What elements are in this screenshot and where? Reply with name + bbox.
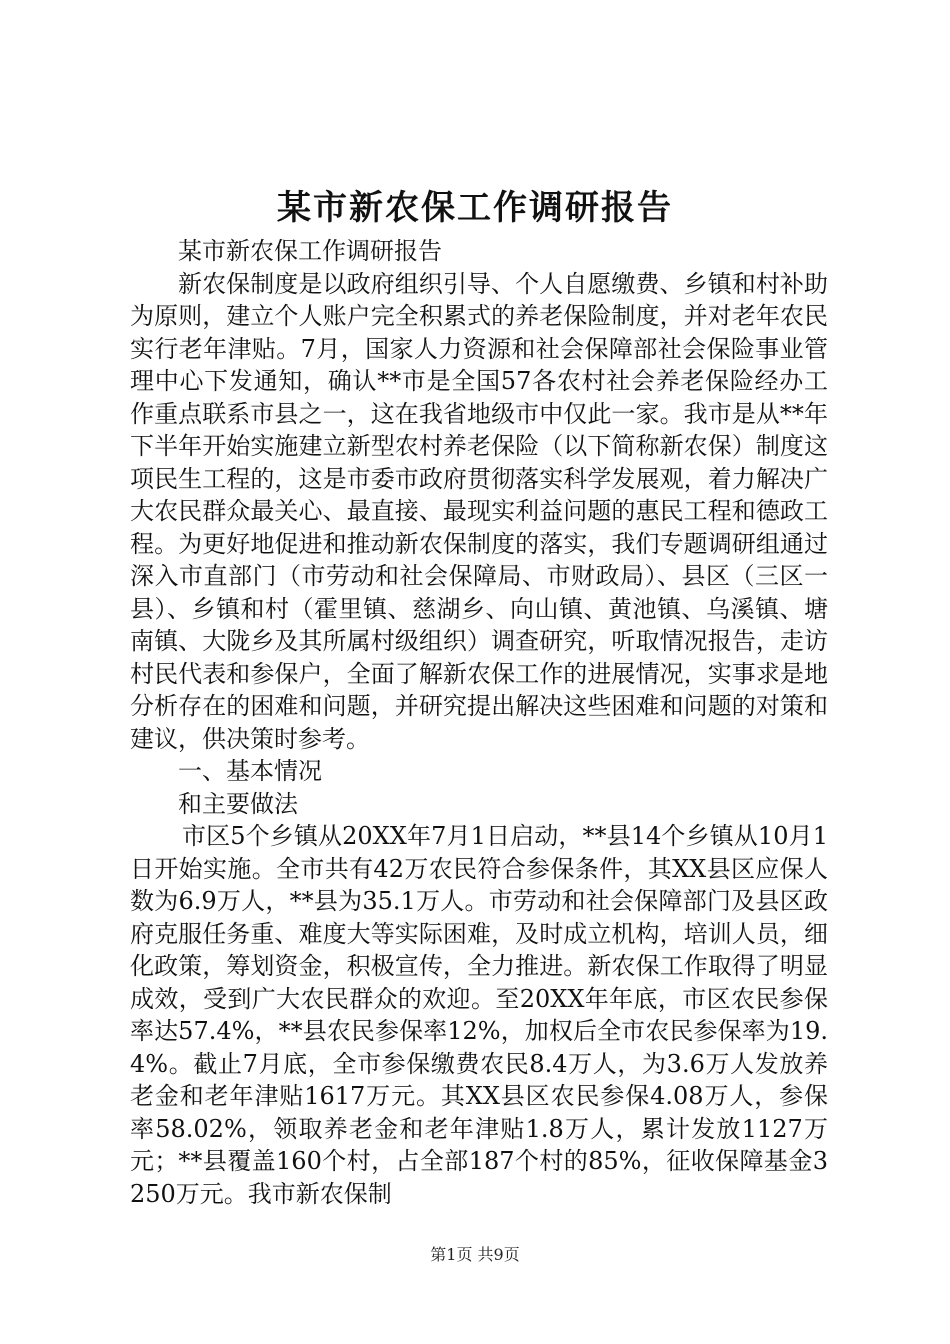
section-heading-continued: 和主要做法: [178, 789, 298, 818]
intro-paragraph: 新农保制度是以政府组织引导、个人自愿缴费、乡镇和村补助为原则，建立个人账户完全积累式的养老保险制度，并对老年农民实行老年津贴。7月，国家人力资源和社会保障部社会保险事业管理中心下发通知，确认**市是全国57各农村社会养老保险经办工作重点联系市县之一，这在我省地级市中仅此一家。我市是从**年下半年开始实施建立新型农村养老保险（以下简称新农保）制度这项民生工程的，这是市委市政府贯彻落实科学发展观，着力解决广大农民群众最关心、最直接、最现实利益问题的惠民工程和德政工程。为更好地促进和推动新农保制度的落实，我们专题调研组通过深入市直部门（市劳动和社会保障局、市财政局）、县区（三区一县）、乡镇和村（霍里镇、慈湖乡、向山镇、黄池镇、乌溪镇、塘南镇、大陇乡及其所属村级组织）调查研究，听取情况报告，走访村民代表和参保户，全面了解新农保工作的进展情况，实事求是地分析存在的困难和问题，并研究提出解决这些困难和问题的对策和建议，供决策时参考。: [130, 269, 828, 753]
section-heading: 一、基本情况: [178, 757, 322, 785]
page-footer: 第1页 共9页: [430, 1245, 520, 1264]
subtitle-paragraph: 某市新农保工作调研报告: [178, 237, 442, 265]
document-title: 某市新农保工作调研报告: [277, 188, 673, 228]
document-body: [130, 235, 828, 1210]
statistics-paragraph: 市区5个乡镇从20XX年7月1日启动，**县14个乡镇从10月1日开始实施。全市共有42万农民符合参保条件，其XX县区应保人数为6.9万人，**县为35.1万人。市劳动和社会保障部门及县区政府克服任务重、难度大等实际困难，及时成立机构，培训人员，细化政策，筹划资金，积极宣传，全力推进。新农保工作取得了明显成效，受到广大农民群众的欢迎。至20XX年年底，市区农民参保率达57.4%，**县农民参保率12%，加权后全市农民参保率为19.4%。截止7月底，全市参保缴费农民8.4万人，为3.6万人发放养老金和老年津贴1617万元。其XX县区农民参保4.08万人，参保率58.02%，领取养老金和老年津贴1.8万人，累计发放1127万元；**县覆盖160个村，占全部187个村的85%，征收保障基金3250万元。我市新农保制: [130, 822, 828, 1208]
